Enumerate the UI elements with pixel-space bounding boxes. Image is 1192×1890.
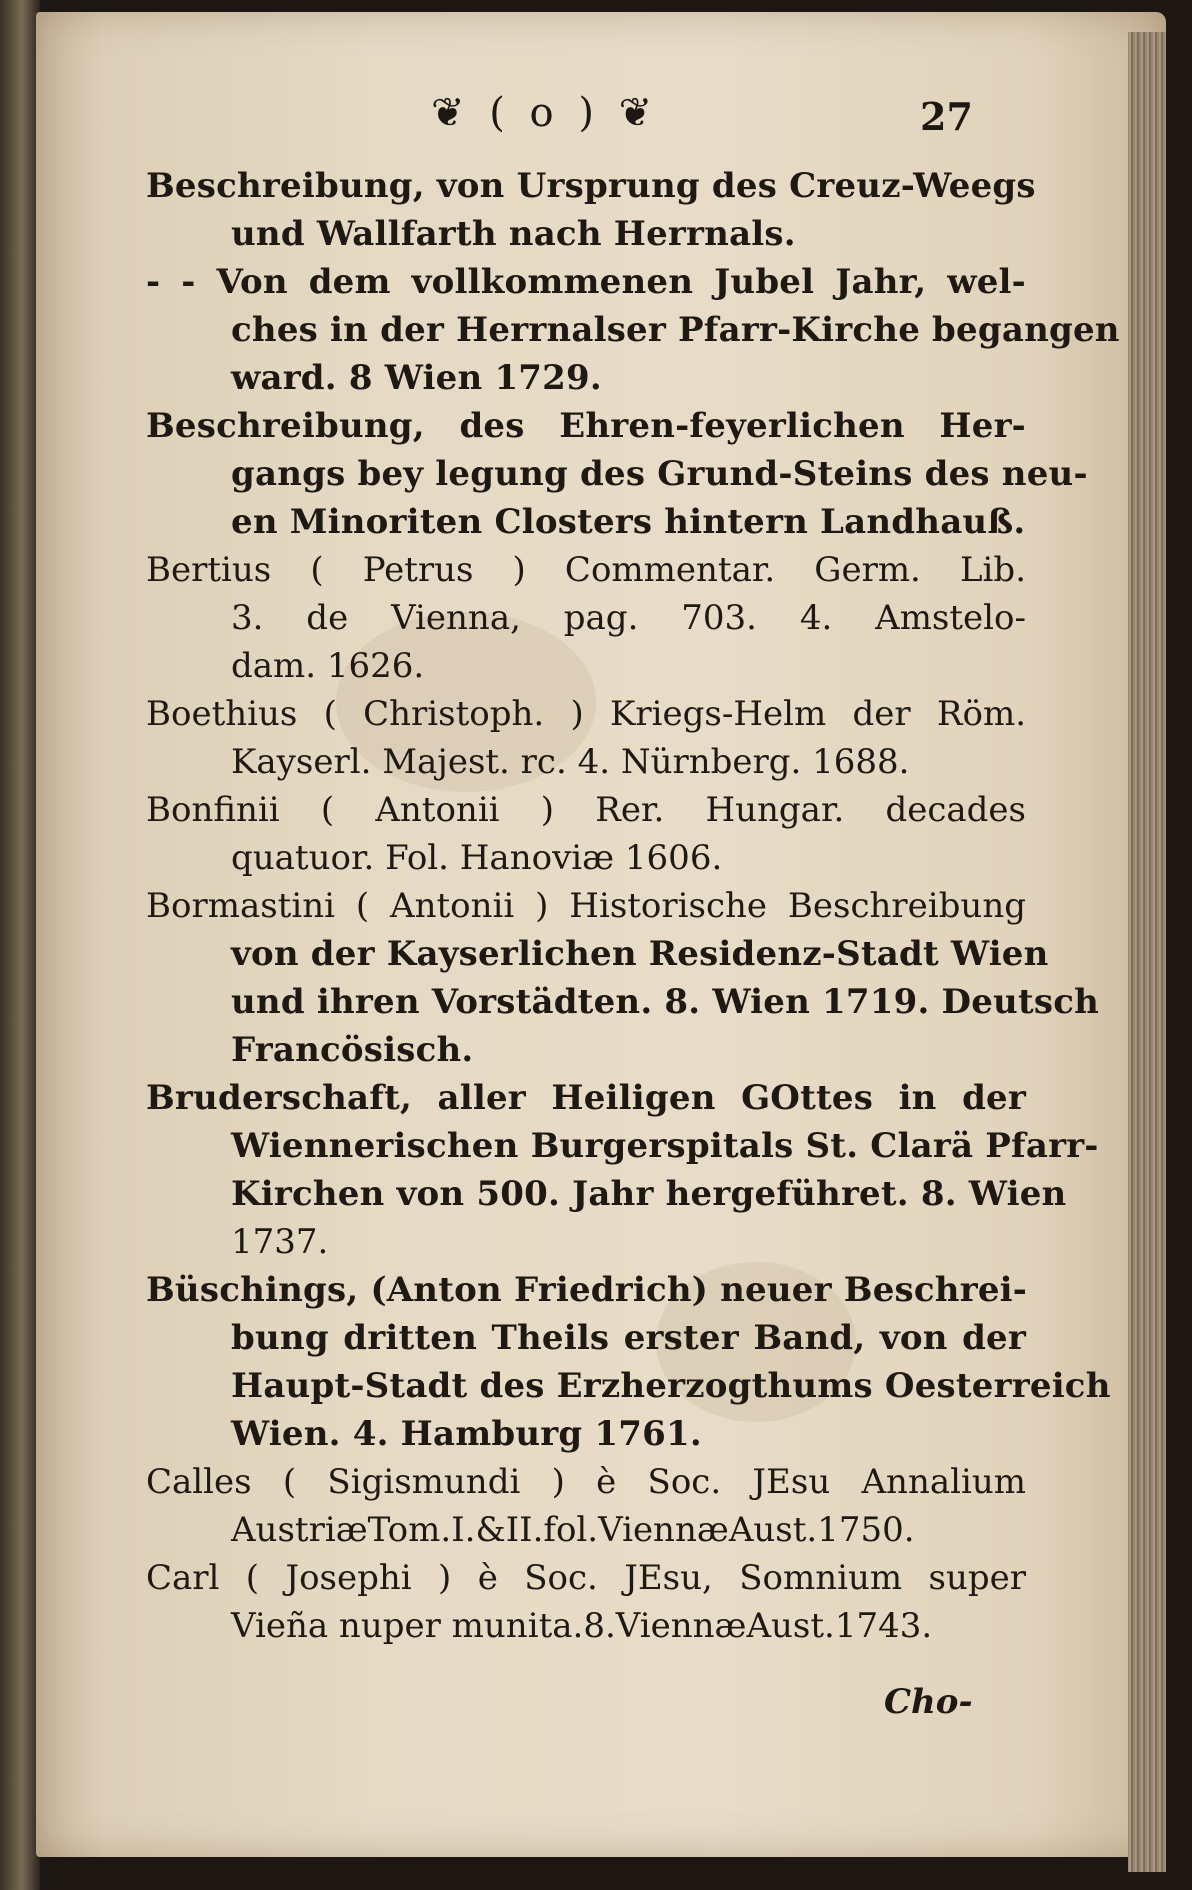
- entry-line: Beschreibung, des Ehren-feyerlichen Her-: [146, 406, 1026, 446]
- entry-line: Büschings, (Anton Friedrich) neuer Beschrei-: [146, 1270, 1028, 1310]
- bibliography-entry: [146, 786, 1026, 882]
- entry-line: Haupt-Stadt des Erzherzogthums Oesterreich: [231, 1366, 1111, 1406]
- entry-line: Vieña nuper munita.8.ViennæAust.1743.: [231, 1606, 933, 1646]
- bibliography-entry: [146, 690, 1026, 786]
- entry-line: Wiennerischen Burgerspitals St. Clarä Pfarr-: [231, 1126, 1099, 1166]
- book-page: [36, 12, 1166, 1857]
- bibliography-entry: [146, 162, 1036, 258]
- entry-line: Bruderschaft, aller Heiligen GOttes in der: [146, 1078, 1026, 1118]
- entry-line: von der Kayserlichen Residenz-Stadt Wien: [231, 934, 1049, 974]
- entry-line: 3. de Vienna, pag. 703. 4. Amstelo-: [231, 598, 1026, 638]
- entry-line: und ihren Vorstädten. 8. Wien 1719. Deutsch: [231, 982, 1100, 1022]
- bibliography-entry: [146, 1074, 1099, 1266]
- entry-line: Carl ( Josephi ) è Soc. JEsu, Somnium super: [146, 1558, 1026, 1598]
- entry-line: und Wallfarth nach Herrnals.: [231, 214, 796, 254]
- entry-line: Bormastini ( Antonii ) Historische Beschreibung: [146, 886, 1026, 926]
- page-number: 27: [920, 94, 973, 139]
- page-header: [36, 90, 1166, 150]
- page-edges: [1128, 32, 1166, 1872]
- entry-line: - - Von dem vollkommenen Jubel Jahr, wel-: [146, 262, 1026, 302]
- bibliography-entry: [146, 546, 1026, 690]
- bibliography-entry: [146, 1266, 1111, 1458]
- entry-line: quatuor. Fol. Hanoviæ 1606.: [231, 838, 723, 878]
- entry-line: ches in der Herrnalser Pfarr-Kirche begangen: [231, 310, 1120, 350]
- entry-line: Boethius ( Christoph. ) Kriegs-Helm der Röm.: [146, 694, 1026, 734]
- entry-line: en Minoriten Closters hintern Landhauß.: [231, 502, 1026, 542]
- entry-line: gangs bey legung des Grund-Steins des neu-: [231, 454, 1088, 494]
- entry-line: Kayserl. Majest. rc. 4. Nürnberg. 1688.: [231, 742, 910, 782]
- entry-line: Bonfinii ( Antonii ) Rer. Hungar. decades: [146, 790, 1026, 830]
- header-ornament: ❦ ( o ) ❦: [431, 90, 659, 136]
- entry-line: Beschreibung, von Ursprung des Creuz-Weegs: [146, 166, 1036, 206]
- bibliography-entry: [146, 258, 1120, 402]
- bibliography-entry: [146, 402, 1088, 546]
- entry-line: dam. 1626.: [231, 646, 425, 686]
- bibliography-entries: [146, 162, 1120, 1650]
- entry-line: Kirchen von 500. Jahr hergeführet. 8. Wien: [231, 1174, 1067, 1214]
- entry-line: bung dritten Theils erster Band, von der: [231, 1318, 1026, 1358]
- entry-line: Wien. 4. Hamburg 1761.: [231, 1414, 702, 1454]
- entry-line: Francösisch.: [231, 1030, 474, 1070]
- bibliography-entry: [146, 1554, 1026, 1650]
- catchword: Cho-: [884, 1682, 973, 1722]
- entry-line: Calles ( Sigismundi ) è Soc. JEsu Annalium: [146, 1462, 1026, 1502]
- entry-line: ward. 8 Wien 1729.: [231, 358, 602, 398]
- entry-line: AustriæTom.I.&II.fol.ViennæAust.1750.: [231, 1510, 915, 1550]
- entry-line: 1737.: [231, 1222, 329, 1262]
- book-spine-edge: [0, 0, 40, 1890]
- entry-line: Bertius ( Petrus ) Commentar. Germ. Lib.: [146, 550, 1026, 590]
- bibliography-entry: [146, 1458, 1026, 1554]
- bibliography-entry: [146, 882, 1100, 1074]
